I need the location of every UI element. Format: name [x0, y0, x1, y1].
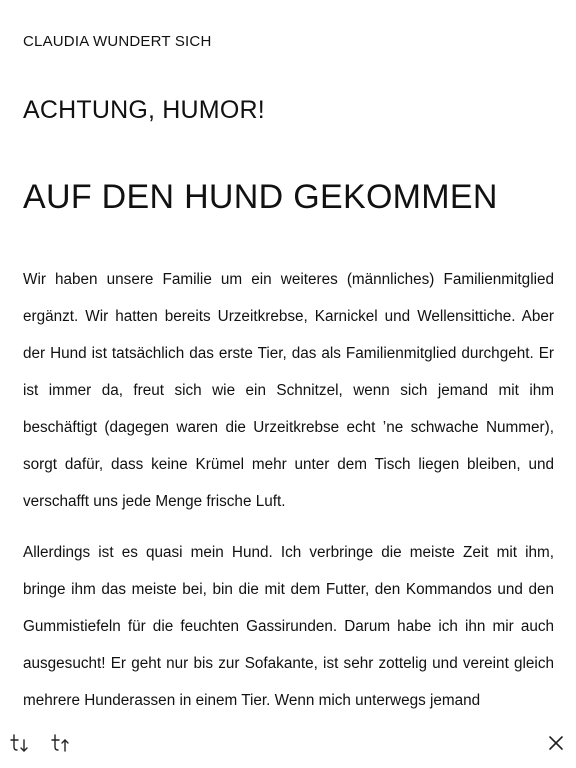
close-icon [547, 734, 565, 752]
article-headline: AUF DEN HUND GEKOMMEN [23, 178, 498, 216]
article-body [23, 261, 554, 733]
text-size-decrease-icon [9, 732, 31, 754]
increase-text-size-button[interactable] [47, 729, 75, 757]
bottom-toolbar [0, 718, 576, 768]
article-section-title: ACHTUNG, HUMOR! [23, 96, 265, 124]
decrease-text-size-button[interactable] [6, 729, 34, 757]
close-button[interactable] [542, 729, 570, 757]
text-size-increase-icon [50, 732, 72, 754]
article-kicker: CLAUDIA WUNDERT SICH [23, 33, 212, 50]
article-paragraph-2: Allerdings ist es quasi mein Hund. Ich verbringe die meiste Zeit mit ihm, bringe ihm das meiste bei, bin die mit dem Futter, den Kommandos und den Gummistiefeln für die feuchten Gassirunden. Darum habe ich ihn mir auch ausgesucht! Er geht nur bis zur Sofakante, ist sehr zottelig und vereint gleich mehrere Hunderassen in einem Tier. Wenn mich unterwegs jemand [23, 544, 554, 709]
article-paragraph-1: Wir haben unsere Familie um ein weiteres (männliches) Familienmitglied ergänzt. Wir hatten bereits Urzeitkrebse, Karnickel und Wellensittiche. Aber der Hund ist tatsächlich das erste Tier, das als Familienmitglied durchgeht. Er ist immer da, freut sich wie ein Schnitzel, wenn sich jemand mit ihm beschäftigt (dagegen waren die Urzeitkrebse echt ’ne schwache Nummer), sorgt dafür, dass keine Krümel mehr unter dem Tisch liegen bleiben, und verschafft uns jede Menge frische Luft. [23, 271, 554, 510]
